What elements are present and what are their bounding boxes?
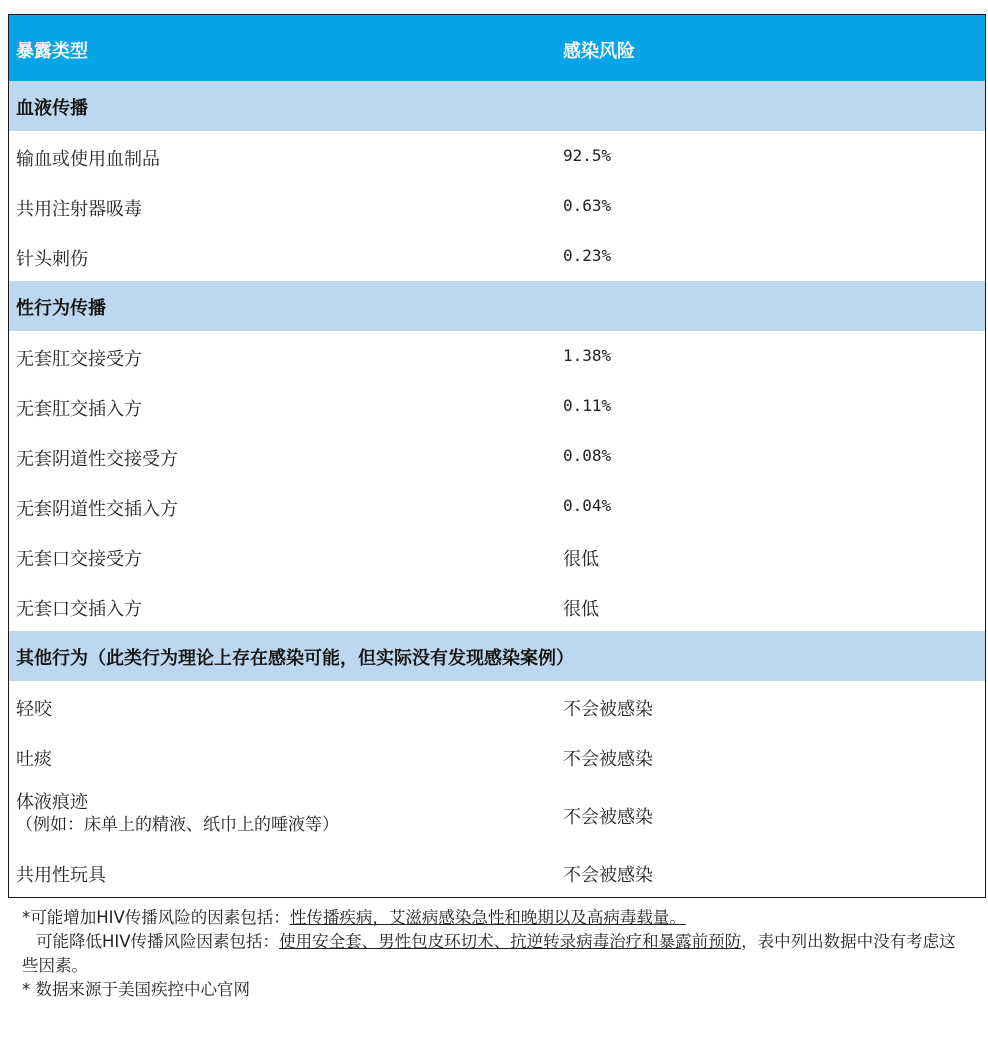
exposure-type: 共用性玩具 (16, 865, 106, 886)
risk-value: 不会被感染 (563, 865, 653, 886)
table-row (9, 581, 985, 631)
exposure-type: 轻咬 (16, 699, 52, 720)
footnote-underlined: 使用安全套、男性包皮环切术、抗逆转录病毒治疗和暴露前预防 (279, 932, 742, 951)
footnote-source: * 数据来源于美国疾控中心官网 (22, 980, 250, 999)
exposure-type: 无套肛交插入方 (16, 399, 142, 420)
exposure-type: 无套口交接受方 (16, 549, 142, 570)
risk-value: 不会被感染 (563, 699, 653, 720)
table-row (9, 781, 985, 847)
exposure-type: 共用注射器吸毒 (16, 199, 142, 220)
risk-value: 0.23% (563, 246, 612, 265)
exposure-type: 吐痰 (16, 749, 52, 770)
risk-value: 不会被感染 (563, 807, 653, 828)
exposure-type: 无套口交插入方 (16, 599, 142, 620)
table-row (9, 131, 985, 181)
section-blood (9, 81, 985, 131)
table-header (9, 15, 985, 81)
table-row (9, 481, 985, 531)
risk-value: 92.5% (563, 146, 612, 165)
section-title: 血液传播 (16, 98, 88, 119)
footnote-prefix: *可能增加HIV传播风险的因素包括： (22, 908, 290, 927)
footnote-suffix: ，表中列出数据中没有考虑这些因素。 (22, 932, 956, 975)
risk-value: 0.04% (563, 496, 612, 515)
risk-value: 1.38% (563, 346, 612, 365)
risk-value: 不会被感染 (563, 749, 653, 770)
exposure-type: 输血或使用血制品 (16, 149, 160, 170)
footnote-prefix: 可能降低HIV传播风险因素包括： (36, 932, 280, 951)
risk-value: 很低 (563, 549, 599, 570)
section-other (9, 631, 985, 681)
exposure-type: 无套阴道性交插入方 (16, 499, 178, 520)
footnote-decrease-factors (22, 930, 972, 978)
table-row (9, 431, 985, 481)
section-sexual (9, 281, 985, 331)
exposure-type: 无套阴道性交接受方 (16, 449, 178, 470)
section-title: 其他行为（此类行为理论上存在感染可能，但实际没有发现感染案例） (16, 648, 574, 669)
table-row (9, 681, 985, 731)
risk-value: 0.08% (563, 446, 612, 465)
risk-value: 0.63% (563, 196, 612, 215)
table-row (9, 531, 985, 581)
risk-value: 0.11% (563, 396, 612, 415)
header-infection-risk: 感染风险 (563, 41, 635, 62)
exposure-type-example: （例如：床单上的精液、纸巾上的唾液等） (16, 815, 339, 835)
header-exposure-type: 暴露类型 (16, 41, 88, 62)
table-row (9, 381, 985, 431)
table-row (9, 231, 985, 281)
exposure-type: 体液痕迹 (16, 792, 88, 813)
table-row (9, 331, 985, 381)
risk-value: 很低 (563, 599, 599, 620)
footnote-underlined: 性传播疾病，艾滋病感染急性和晚期以及高病毒载量。 (289, 908, 686, 927)
exposure-type: 针头刺伤 (16, 249, 88, 270)
risk-table (8, 14, 986, 898)
exposure-type-cell (16, 792, 339, 836)
section-title: 性行为传播 (16, 298, 106, 319)
table-row (9, 181, 985, 231)
table-row (9, 731, 985, 781)
exposure-type: 无套肛交接受方 (16, 349, 142, 370)
footnotes (22, 906, 972, 1002)
footnote-increase-factors (22, 906, 972, 930)
table-row (9, 847, 985, 897)
